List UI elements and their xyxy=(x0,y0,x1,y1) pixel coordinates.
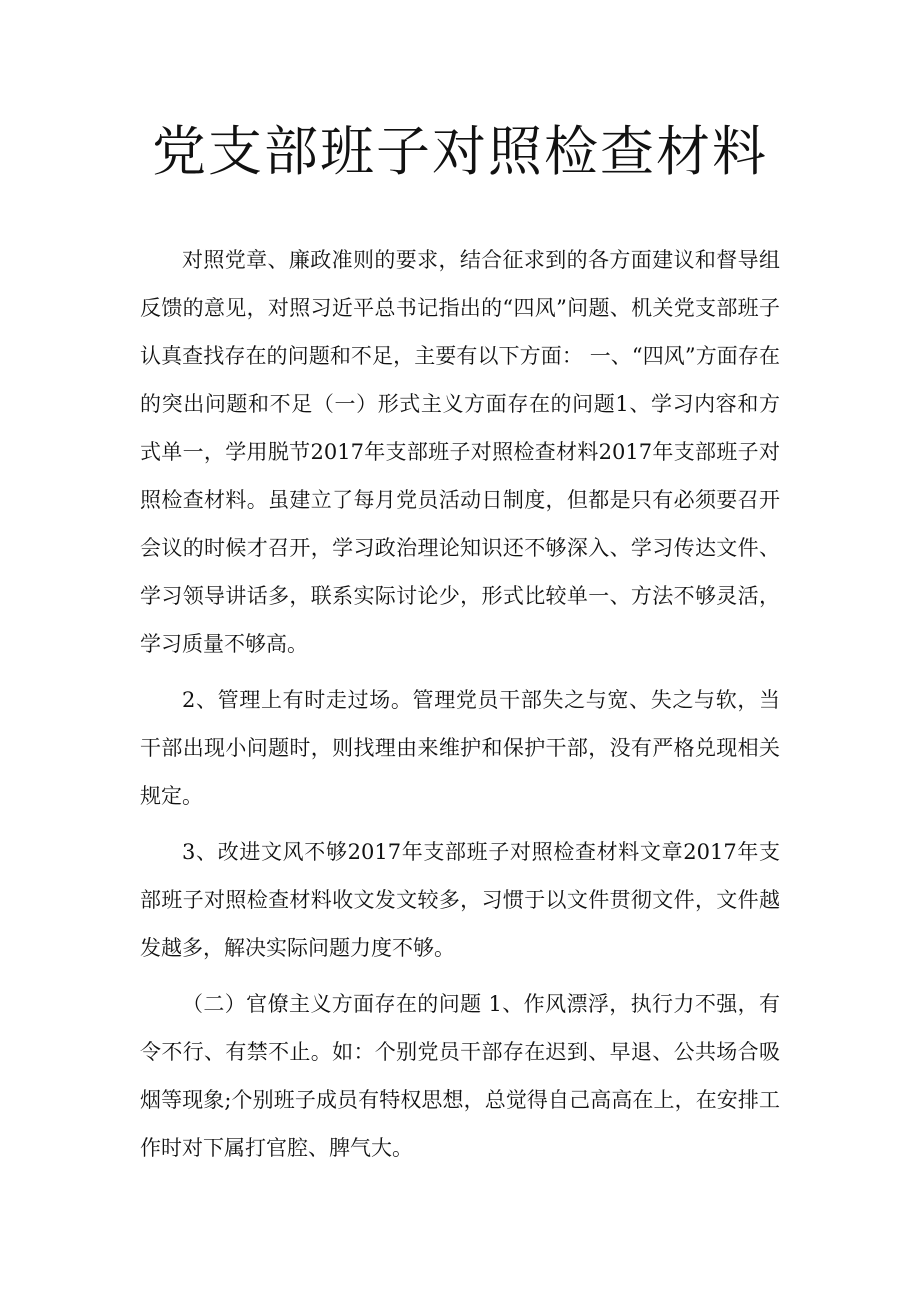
paragraph-management: 2、管理上有时走过场。管理党员干部失之与宽、失之与软，当干部出现小问题时，则找理由来维护和保护干部，没有严格兑现相关规定。 xyxy=(140,688,780,808)
paragraph-intro: 对照党章、廉政准则的要求，结合征求到的各方面建议和督导组反馈的意见，对照习近平总书记指出的“四风”问题、机关党支部班子认真查找存在的问题和不足，主要有以下方面： 一、“四风”方面存在的突出问题和不足（一）形式主义方面存在的问题1、学习内容和方式单一，学用脱节2017年支部班子对照检查材料2017年支部班子对照检查材料。虽建立了每月党员活动日制度，但都是只有必须要召开会议的时候才召开，学习政治理论知识还不够深入、学习传达文件、学习领导讲话多，联系实际讨论少，形式比较单一、方法不够灵活，学习质量不够高。 xyxy=(140,248,780,656)
paragraph-writing-style: 3、改进文风不够2017年支部班子对照检查材料文章2017年支部班子对照检查材料收文发文较多，习惯于以文件贯彻文件，文件越发越多，解决实际问题力度不够。 xyxy=(140,840,780,960)
document-title: 党支部班子对照检查材料 xyxy=(152,120,768,183)
paragraph-bureaucracy: （二）官僚主义方面存在的问题 1、作风漂浮，执行力不强，有令不行、有禁不止。如：个别党员干部存在迟到、早退、公共场合吸烟等现象;个别班子成员有特权思想，总觉得自己高高在上，在安排工作时对下属打官腔、脾气大。 xyxy=(140,992,780,1160)
document-body xyxy=(140,236,780,1180)
